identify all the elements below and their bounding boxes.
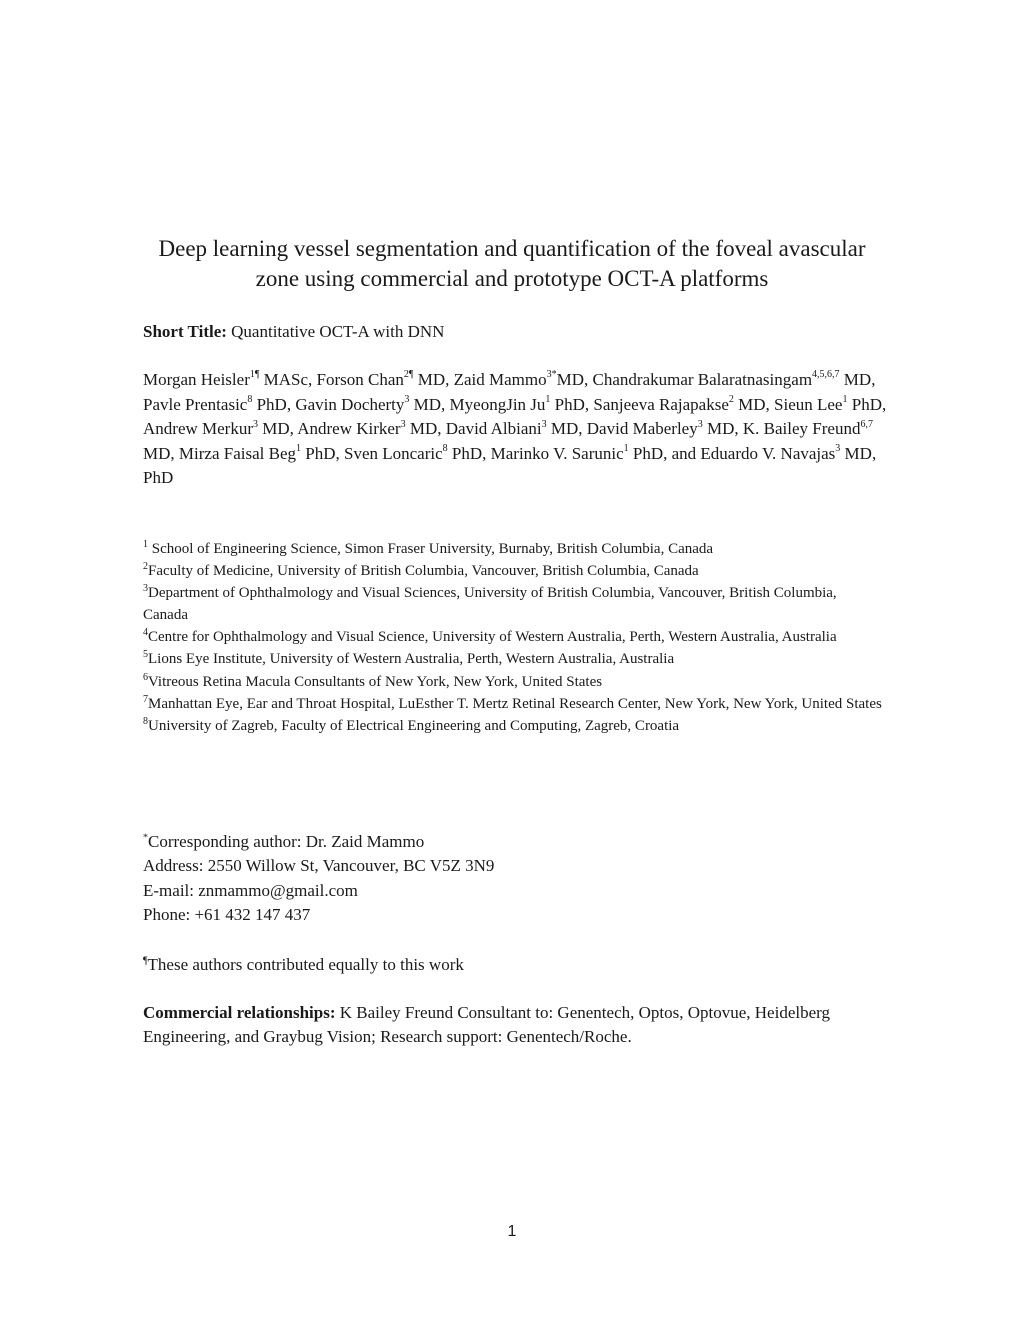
title-line-2: zone using commercial and prototype OCT-A platforms xyxy=(255,266,769,291)
author-list: Morgan Heisler$^{1\P}$ MASc, Forson Chan$^{2\P}$ MD, Zaid Mammo$^{3*}$MD, Chandrakumar Balaratnasingam$^{4,5,6,7}$ MD, Pavle Prentasic$^8$ PhD, Gavin Docherty$^3$ MD, MyeongJin Ju$^1$ PhD, Sanjeeva Rajapakse$^2$ MD, Sieun Lee$^1$ PhD, Andrew Merkur$^3$ MD, Andrew Kirker$^3$ MD, David Albiani$^3$ MD, David Maberley$^3$ MD, K. Bailey Freund$^{6,7}$ MD, Mirza Faisal Beg$^1$ PhD, Sven Loncaric$^8$ PhD, Marinko V. Sarunic$^1$ PhD, and Eduardo V. Navajas$^3$ MD, PhD xyxy=(143,369,887,488)
author: Sieun Lee$^1$ PhD xyxy=(774,393,882,414)
corresponding-address: Address: 2550 Willow St, Vancouver, BC V5Z 3N9 xyxy=(143,856,495,876)
author: Chandrakumar Balaratnasingam$^{4,5,6,7}$ MD xyxy=(592,369,872,389)
short-title-value: Quantitative OCT-A with DNN xyxy=(231,322,445,341)
affiliation-item: $^7$Manhattan Eye, Ear and Throat Hospital, LuEsther T. Mertz Retinal Research Center, New York, New York, United States xyxy=(143,693,882,712)
commercial-relationships xyxy=(143,1001,843,1048)
author: Zaid Mammo$^{3*}$MD xyxy=(453,369,585,389)
corresponding-author: *Corresponding author: Dr. Zaid Mammo xyxy=(143,832,425,851)
page-number: 1 xyxy=(507,1223,517,1240)
author: David Albiani$^3$ MD xyxy=(445,418,579,439)
author: David Maberley$^3$ MD xyxy=(586,418,735,439)
short-title-label: Short Title: xyxy=(143,322,227,341)
short-title xyxy=(143,320,444,344)
affiliation-item: $^3$Department of Ophthalmology and Visual Sciences, University of British Columbia, Vancouver, British Columbia, Canada xyxy=(143,583,837,624)
affiliation-item: $^5$Lions Eye Institute, University of Western Australia, Perth, Western Australia, Australia xyxy=(143,649,675,668)
author: Andrew Merkur$^3$ MD xyxy=(143,418,290,439)
corresponding-phone: Phone: +61 432 147 437 xyxy=(143,904,311,924)
corresponding-mark: * xyxy=(143,832,148,844)
title-line-1: Deep learning vessel segmentation and quantification of the foveal avascular xyxy=(158,236,866,261)
corresponding-email: E-mail: znmammo@gmail.com xyxy=(143,880,358,900)
author: Forson Chan$^{2\P}$ MD xyxy=(316,369,446,389)
author: Sanjeeva Rajapakse$^2$ MD xyxy=(593,393,766,414)
author: Morgan Heisler$^{1\P}$ MASc xyxy=(143,369,309,389)
paper-title xyxy=(0,234,1024,294)
affiliation-item: $^8$University of Zagreb, Faculty of Electrical Engineering and Computing, Zagreb, Croatia xyxy=(143,715,680,734)
commercial-label: Commercial relationships: xyxy=(143,1003,336,1022)
commercial-text: K Bailey Freund Consultant to: Genentech, Optos, Optovue, Heidelberg Engineering, and Graybug Vision; Research support: Genentech/Roche. xyxy=(143,1003,830,1046)
affiliation-item: $^2$Faculty of Medicine, University of British Columbia, Vancouver, British Columbia, Canada xyxy=(143,561,699,580)
equal-contribution-note: ¶These authors contributed equally to this work xyxy=(143,955,464,974)
corresponding-author-block xyxy=(143,830,494,927)
affiliation-list xyxy=(143,538,883,737)
affiliation-item: $^1$ School of Engineering Science, Simon Fraser University, Burnaby, British Columbia, Canada xyxy=(143,539,714,557)
author: Gavin Docherty$^3$ MD xyxy=(295,393,442,414)
affiliation-item: $^6$Vitreous Retina Macula Consultants of New York, New York, United States xyxy=(143,671,603,690)
author: K. Bailey Freund$^{6,7}$ MD xyxy=(143,418,873,463)
author: Marinko V. Sarunic$^1$ PhD xyxy=(490,443,664,463)
author: Eduardo V. Navajas$^3$ MD, PhD xyxy=(143,443,877,488)
author: Sven Loncaric$^8$ PhD xyxy=(343,443,483,463)
equal-mark: ¶ xyxy=(143,955,148,967)
author: Andrew Kirker$^3$ MD xyxy=(297,418,438,439)
author: Pavle Prentasic$^8$ PhD xyxy=(143,393,287,414)
author: Mirza Faisal Beg$^1$ PhD xyxy=(178,443,336,463)
affiliation-item: $^4$Centre for Ophthalmology and Visual Science, University of Western Australia, Perth, Western Australia, Australia xyxy=(143,627,837,646)
author: MyeongJin Ju$^1$ PhD xyxy=(449,393,585,414)
